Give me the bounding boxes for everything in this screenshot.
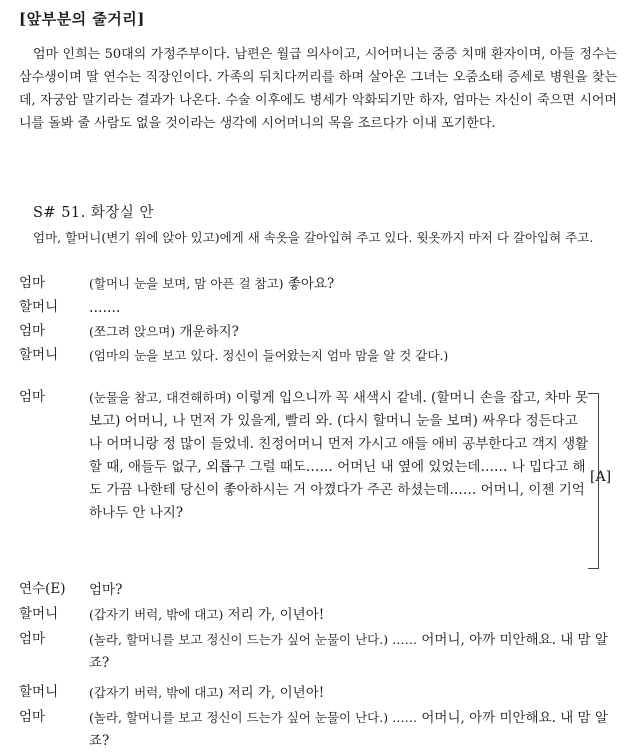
line-text: 개운하지?: [175, 324, 239, 340]
speaker-name: 엄마: [19, 631, 46, 647]
speaker-name: 엄마: [19, 709, 46, 725]
line-text: 좋아요?: [283, 276, 335, 292]
stage-note: (엄마의 눈을 보고 있다. 정신이 들어왔는지 엄마 맘을 알 것 같다.): [89, 348, 449, 363]
summary-box: [19, 43, 617, 135]
speaker-name: 엄마: [19, 323, 46, 339]
speaker-name: 연수(E): [19, 581, 66, 597]
line-text: …….: [89, 300, 121, 316]
line-text: 저리 가, 이년아!: [223, 685, 325, 701]
speaker-name: 할머니: [19, 347, 59, 363]
line-text: 어머니, 아까 미안해요. 내 맘 알죠?: [89, 710, 608, 749]
stage-note: (갑자기 버럭, 밖에 대고): [89, 607, 224, 622]
stage-note: (눈물을 참고, 대견해하며): [89, 390, 232, 405]
speaker-name: 할머니: [19, 606, 59, 622]
line-text: 어머니, 아까 미안해요. 내 맘 알죠?: [89, 632, 608, 671]
speaker-name: 할머니: [19, 299, 59, 315]
summary-text: 엄마 인희는 50대의 가정주부이다. 남편은 월급 의사이고, 시어머니는 중증 치매 환자이며, 아들 정수는 삼수생이며 딸 연수는 직장인이다. 가족의 뒤치다꺼리를 하며 살아온 그녀는 오줌소태 증세로 병원을 찾는데, 자궁암 말기라는 결과가 나온다. 수술 이후에도 병세가 악화되기만 하자, 엄마는 자신이 죽으면 시어머니를 돌봐 줄 사람도 없을 것이라는 생각에 시어머니의 목을 조르다가 이내 포기한다.: [19, 47, 617, 131]
line-speech: [89, 706, 613, 753]
line-speech: [89, 578, 613, 602]
line-speech: [89, 320, 613, 344]
line-speech: [89, 681, 613, 705]
scene-heading: S# 51. 화장실 안: [33, 205, 154, 221]
speaker-name: 할머니: [19, 684, 59, 700]
line-speech: [89, 272, 613, 296]
summary-heading: [앞부분의 줄거리]: [19, 10, 145, 28]
line-text: 엄마?: [89, 582, 123, 598]
line-speech: [89, 296, 613, 320]
stage-note: (놀라, 할머니를 보고 정신이 드는가 싶어 눈물이 난다.) ……: [89, 632, 418, 647]
stage-note: (할머니 눈을 보며, 맘 아픈 걸 참고): [89, 276, 284, 291]
line-speech: [89, 603, 613, 627]
stage-note: (놀라, 할머니를 보고 정신이 드는가 싶어 눈물이 난다.) ……: [89, 710, 418, 725]
line-speech: [89, 344, 613, 368]
line-text: 이렇게 입으니까 꼭 새색시 같네. (할머니 손을 잡고, 차마 못 보고) 어머니, 나 먼저 가 있을게, 빨리 와. (다시 할머니 눈을 보며) 싸우다 정든다고 나 어머니랑 정 많이 들었네. 친정어머니 먼저 가시고 애들 애비 공부한다고 객지 생활할 때, 애들두 없구, 외롭구 그럴 때도…… 어머닌 내 옆에 있었는데…… 나 밉다고 해도 가끔 나한테 당신이 좋아하시는 거 아꼈다가 주곤 하셨는데…… 어머니, 이젠 기억 하나두 안 나지?: [89, 390, 589, 521]
line-speech: [89, 386, 589, 525]
line-text: 저리 가, 이년아!: [223, 607, 325, 623]
speaker-name: 엄마: [19, 275, 46, 291]
stage-direction: 엄마, 할머니(변기 위에 앉아 있고)에게 새 속옷을 갈아입혀 주고 있다. 윗옷까지 마저 다 갈아입혀 주고.: [33, 230, 594, 245]
speaker-name: 엄마: [19, 389, 46, 405]
stage-note: (갑자기 버럭, 밖에 대고): [89, 685, 224, 700]
bracket-label: [A]: [590, 469, 612, 485]
line-speech: [89, 628, 613, 675]
stage-note: (쪼그려 앉으며): [89, 324, 176, 339]
